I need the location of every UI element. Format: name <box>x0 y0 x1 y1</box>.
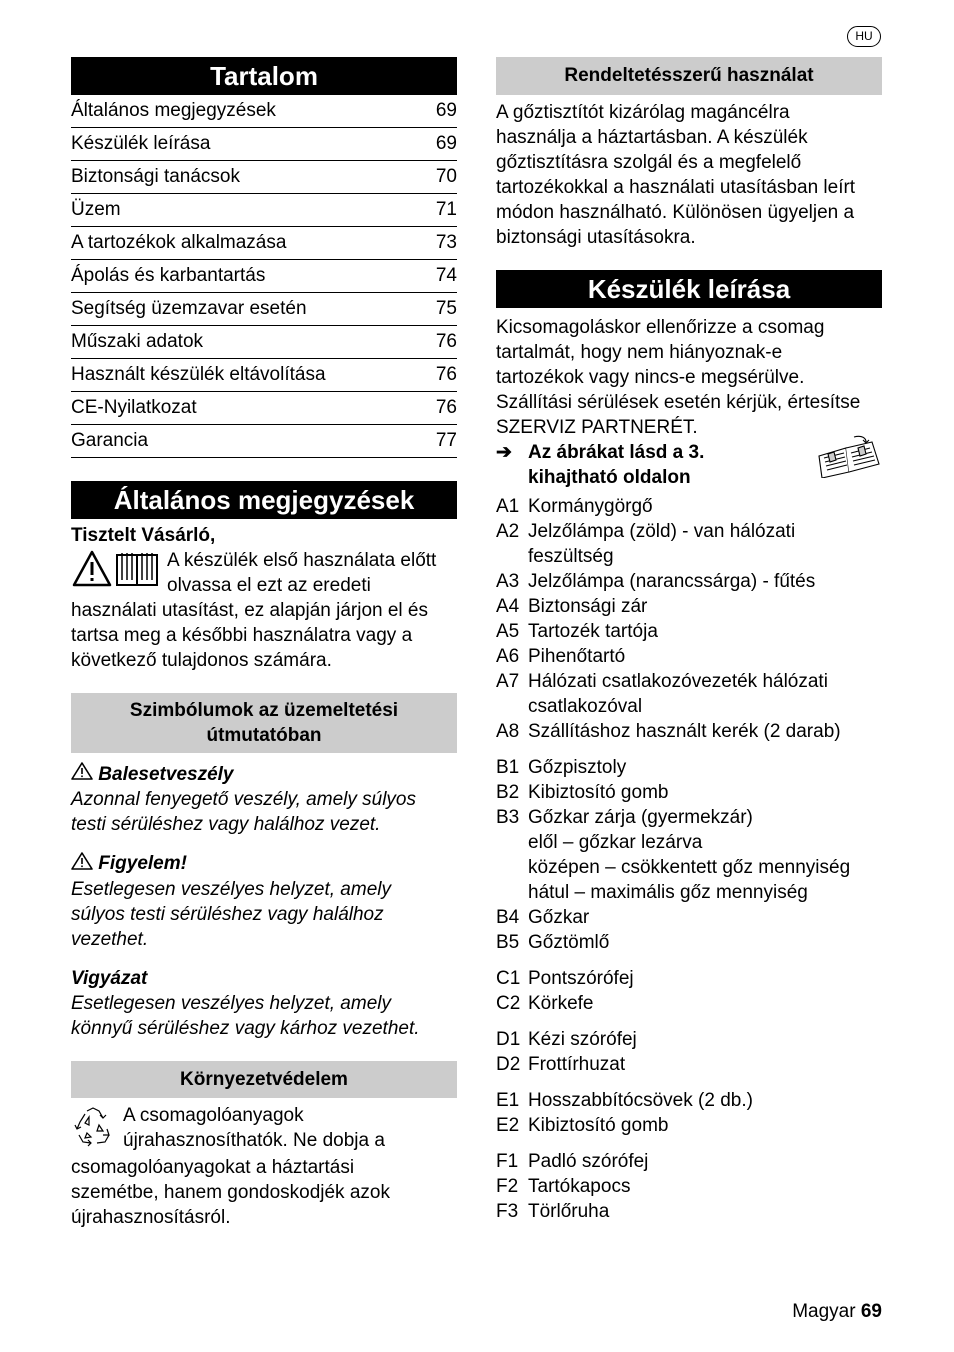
parts-item-text <box>528 755 626 780</box>
parts-item-line: Jelzőlámpa (zöld) - van hálózati <box>528 521 796 542</box>
figure-note <box>496 440 882 490</box>
parts-item-key: C1 <box>496 968 521 989</box>
intro-block <box>71 548 457 598</box>
toc-label: Ápolás és karbantartás <box>71 265 266 286</box>
right-column <box>496 57 882 1224</box>
parts-item-key: A2 <box>496 521 520 542</box>
parts-item <box>496 1052 882 1077</box>
device-title: Készülék leírása <box>496 270 882 308</box>
parts-item-text <box>528 905 589 930</box>
toc-page: 69 <box>435 133 457 154</box>
toc-label: Üzem <box>71 199 121 220</box>
toc-label: A tartozékok alkalmazása <box>71 232 287 253</box>
parts-item-text <box>528 619 658 644</box>
parts-item-key: B2 <box>496 782 520 803</box>
parts-item <box>496 494 882 519</box>
parts-item-key: F2 <box>496 1176 519 1197</box>
intended-use-text <box>496 100 882 250</box>
parts-item <box>496 780 882 805</box>
parts-item-text <box>528 966 634 991</box>
toc-row <box>71 95 457 128</box>
parts-item-line: Hálózati csatlakozóvezeték hálózati <box>528 671 828 692</box>
parts-item-text <box>528 494 653 519</box>
parts-item <box>496 1113 882 1138</box>
toc-label: Használt készülék eltávolítása <box>71 364 326 385</box>
toc-page: 70 <box>435 166 457 187</box>
open-book-icon <box>816 434 882 484</box>
toc-list <box>71 95 457 458</box>
environment-line: szemétbe, hanem gondoskodjék azok <box>71 1181 390 1203</box>
toc-page: 76 <box>435 364 457 385</box>
parts-item-key: A7 <box>496 671 520 692</box>
parts-group <box>496 966 882 1016</box>
intended-line: gőztisztításra szolgál és a megfelelő <box>496 152 802 173</box>
parts-item-key: D1 <box>496 1029 521 1050</box>
parts-item-line: Gőztömlő <box>528 932 610 953</box>
parts-item-line: Kibiztosító gomb <box>528 782 669 803</box>
parts-item-text <box>528 1174 630 1199</box>
parts-item-line: Biztonsági zár <box>528 596 648 617</box>
parts-item <box>496 966 882 991</box>
parts-item-text <box>528 1199 609 1224</box>
toc-label: Segítség üzemzavar esetén <box>71 298 307 319</box>
toc-label: Készülék leírása <box>71 133 211 154</box>
footer-page-number: 69 <box>860 1301 882 1322</box>
warning-text: vezethet. <box>71 928 149 950</box>
environment-title: Környezetvédelem <box>71 1061 457 1098</box>
parts-item-line: Pontszórófej <box>528 968 634 989</box>
environment-line: újrahasznosításról. <box>71 1206 231 1228</box>
toc-row <box>71 293 457 326</box>
general-title: Általános megjegyzések <box>71 481 457 519</box>
parts-item-key: A6 <box>496 646 520 667</box>
toc-page: 71 <box>435 199 457 220</box>
parts-item-line: Kézi szórófej <box>528 1029 637 1050</box>
parts-item-text <box>528 1088 753 1113</box>
parts-item-key: A1 <box>496 496 520 517</box>
parts-item-text <box>528 719 841 744</box>
parts-item <box>496 1027 882 1052</box>
symbols-title-line: útmutatóban <box>206 725 322 746</box>
parts-item <box>496 1174 882 1199</box>
device-line: tartalmát, hogy nem hiányoznak-e <box>496 342 783 363</box>
parts-item-key: E1 <box>496 1090 520 1111</box>
parts-item-line: hátul – maximális gőz mennyiség <box>528 882 808 903</box>
toc-page: 76 <box>435 331 457 352</box>
toc-label: CE-Nyilatkozat <box>71 397 197 418</box>
parts-item-text <box>528 930 609 955</box>
environment-block <box>71 1103 457 1155</box>
toc-page: 69 <box>435 100 457 121</box>
warning-triangle-icon <box>71 852 93 877</box>
parts-item <box>496 905 882 930</box>
parts-item-key: A8 <box>496 721 520 742</box>
parts-item-line: Kormánygörgő <box>528 496 653 517</box>
toc-row <box>71 260 457 293</box>
parts-item-text <box>528 780 668 805</box>
parts-item-key: D2 <box>496 1054 521 1075</box>
intro-line: A készülék első használata előtt <box>167 550 437 571</box>
toc-row <box>71 194 457 227</box>
greeting: Tisztelt Vásárló, <box>71 525 216 546</box>
warning-triangle-icon <box>71 762 93 787</box>
parts-item-key: B3 <box>496 807 520 828</box>
intended-line: használja a háztartásban. A készülék <box>496 127 808 148</box>
parts-item-line: középen – csökkentett gőz mennyiség <box>528 857 851 878</box>
parts-item-text <box>528 519 795 569</box>
parts-item-key: E2 <box>496 1115 520 1136</box>
parts-item-line: Hosszabbítócsövek (2 db.) <box>528 1090 753 1111</box>
toc-row <box>71 161 457 194</box>
page-footer <box>792 1301 882 1323</box>
parts-item-key: A5 <box>496 621 520 642</box>
footer-language: Magyar <box>792 1301 856 1322</box>
environment-line: csomagolóanyagokat a háztartási <box>71 1156 355 1178</box>
intro-line: olvassa el ezt az eredeti <box>167 575 371 596</box>
parts-item <box>496 644 882 669</box>
parts-item-line: Jelzőlámpa (narancssárga) - fűtés <box>528 571 816 592</box>
toc-page: 77 <box>435 430 457 451</box>
device-line: SZERVIZ PARTNERÉT. <box>496 417 698 438</box>
parts-item <box>496 805 882 905</box>
parts-item-line: Padló szórófej <box>528 1151 649 1172</box>
parts-item-line: Pihenőtartó <box>528 646 626 667</box>
toc-page: 73 <box>435 232 457 253</box>
parts-item-key: A3 <box>496 571 520 592</box>
device-line: Szállítási sérülések esetén kérjük, értesítse <box>496 392 861 413</box>
warning-heading <box>71 851 457 876</box>
parts-list <box>496 494 882 1224</box>
caution-title: Vigyázat <box>71 967 148 989</box>
intended-line: módon használható. Különösen ügyeljen a <box>496 202 855 223</box>
toc-row <box>71 227 457 260</box>
intro-line: tartsa meg a későbbi használatra vagy a <box>71 625 413 646</box>
parts-item-text <box>528 991 593 1016</box>
parts-item <box>496 1149 882 1174</box>
parts-item <box>496 719 882 744</box>
intro-line: használati utasítást, ez alapján járjon el és <box>71 600 428 621</box>
parts-item-line: Kibiztosító gomb <box>528 1115 669 1136</box>
parts-item-text <box>528 1052 625 1077</box>
toc-page: 76 <box>435 397 457 418</box>
toc-label: Garancia <box>71 430 149 451</box>
danger-text: testi sérüléshez vagy halálhoz vezet. <box>71 814 381 836</box>
device-intro <box>496 315 882 440</box>
toc-row <box>71 392 457 425</box>
parts-item-line: Tartozék tartója <box>528 621 658 642</box>
parts-item-key: B4 <box>496 907 520 928</box>
parts-item-key: A4 <box>496 596 520 617</box>
parts-item <box>496 569 882 594</box>
device-line: tartozékok vagy nincs-e megsérülve. <box>496 367 805 388</box>
intended-line: tartozékokkal a használati utasításban leírt <box>496 177 856 198</box>
parts-item <box>496 1088 882 1113</box>
parts-item-text <box>528 1149 648 1174</box>
symbols-title-line: Szimbólumok az üzemeltetési <box>129 700 399 721</box>
parts-group <box>496 1149 882 1224</box>
caution-text: könnyű sérüléshez vagy kárhoz vezethet. <box>71 1017 420 1039</box>
parts-item <box>496 755 882 780</box>
toc-label: Biztonsági tanácsok <box>71 166 240 187</box>
warning-text: súlyos testi sérüléshez vagy halálhoz <box>71 903 384 925</box>
toc-row <box>71 359 457 392</box>
intended-use-title: Rendeltetésszerű használat <box>496 57 882 95</box>
parts-item-key: B5 <box>496 932 520 953</box>
parts-item-key: F3 <box>496 1201 519 1222</box>
parts-item-text <box>528 644 625 669</box>
parts-item <box>496 930 882 955</box>
device-line: Kicsomagoláskor ellenőrizze a csomag <box>496 317 825 338</box>
parts-item-line: Gőzkar <box>528 907 590 928</box>
warning-title: Figyelem! <box>98 853 187 875</box>
parts-item <box>496 1199 882 1224</box>
parts-item-line: Szállításhoz használt kerék (2 darab) <box>528 721 841 742</box>
parts-item-key: B1 <box>496 757 520 778</box>
note-line: Az ábrákat lásd a 3. <box>528 442 705 463</box>
left-column <box>71 57 457 1230</box>
toc-page: 74 <box>435 265 457 286</box>
parts-item-line: Frottírhuzat <box>528 1054 626 1075</box>
toc-page: 75 <box>435 298 457 319</box>
parts-group <box>496 1027 882 1077</box>
parts-item-line: Körkefe <box>528 993 594 1014</box>
toc-row <box>71 326 457 359</box>
parts-group <box>496 494 882 744</box>
parts-item-text <box>528 569 815 594</box>
parts-item-line: Tartókapocs <box>528 1176 631 1197</box>
parts-item-line: csatlakozóval <box>528 696 643 717</box>
parts-item <box>496 594 882 619</box>
caution-text: Esetlegesen veszélyes helyzet, amely <box>71 992 391 1014</box>
parts-group <box>496 1088 882 1138</box>
parts-item-line: Gőzkar zárja (gyermekzár) <box>528 807 753 828</box>
parts-item-line: feszültség <box>528 546 614 567</box>
parts-item-key: C2 <box>496 993 521 1014</box>
parts-item-text <box>528 1027 637 1052</box>
danger-title: Balesetveszély <box>98 764 234 785</box>
parts-item-line: elől – gőzkar lezárva <box>528 832 703 853</box>
arrow-icon: ➔ <box>496 442 512 463</box>
parts-item <box>496 619 882 644</box>
parts-item-text <box>528 1113 668 1138</box>
intended-line: A gőztisztítót kizárólag magáncélra <box>496 102 790 123</box>
read-manual-icon <box>71 548 167 598</box>
parts-item-text <box>528 594 647 619</box>
language-badge: HU <box>847 26 881 47</box>
intro-line: következő tulajdonos számára. <box>71 650 332 671</box>
parts-item <box>496 519 882 569</box>
danger-heading <box>71 762 457 787</box>
warning-text: Esetlegesen veszélyes helyzet, amely <box>71 878 391 900</box>
parts-item <box>496 669 882 719</box>
toc-label: Általános megjegyzések <box>71 100 276 121</box>
parts-item-line: Gőzpisztoly <box>528 757 627 778</box>
parts-item-key: F1 <box>496 1151 519 1172</box>
parts-group <box>496 755 882 955</box>
symbols-title <box>71 693 457 753</box>
toc-row <box>71 128 457 161</box>
parts-item-text <box>528 805 850 905</box>
environment-line: A csomagolóanyagok <box>123 1104 304 1126</box>
note-line: kihajtható oldalon <box>528 467 691 488</box>
parts-item <box>496 991 882 1016</box>
danger-text: Azonnal fenyegető veszély, amely súlyos <box>71 789 416 811</box>
recycling-icon <box>71 1103 123 1155</box>
toc-title: Tartalom <box>71 57 457 95</box>
toc-row <box>71 425 457 458</box>
parts-item-text <box>528 669 828 719</box>
toc-label: Műszaki adatok <box>71 331 204 352</box>
environment-line: újrahasznosíthatók. Ne dobja a <box>123 1129 385 1151</box>
parts-item-line: Törlőruha <box>528 1201 610 1222</box>
intended-line: biztonsági utasításokra. <box>496 227 696 248</box>
